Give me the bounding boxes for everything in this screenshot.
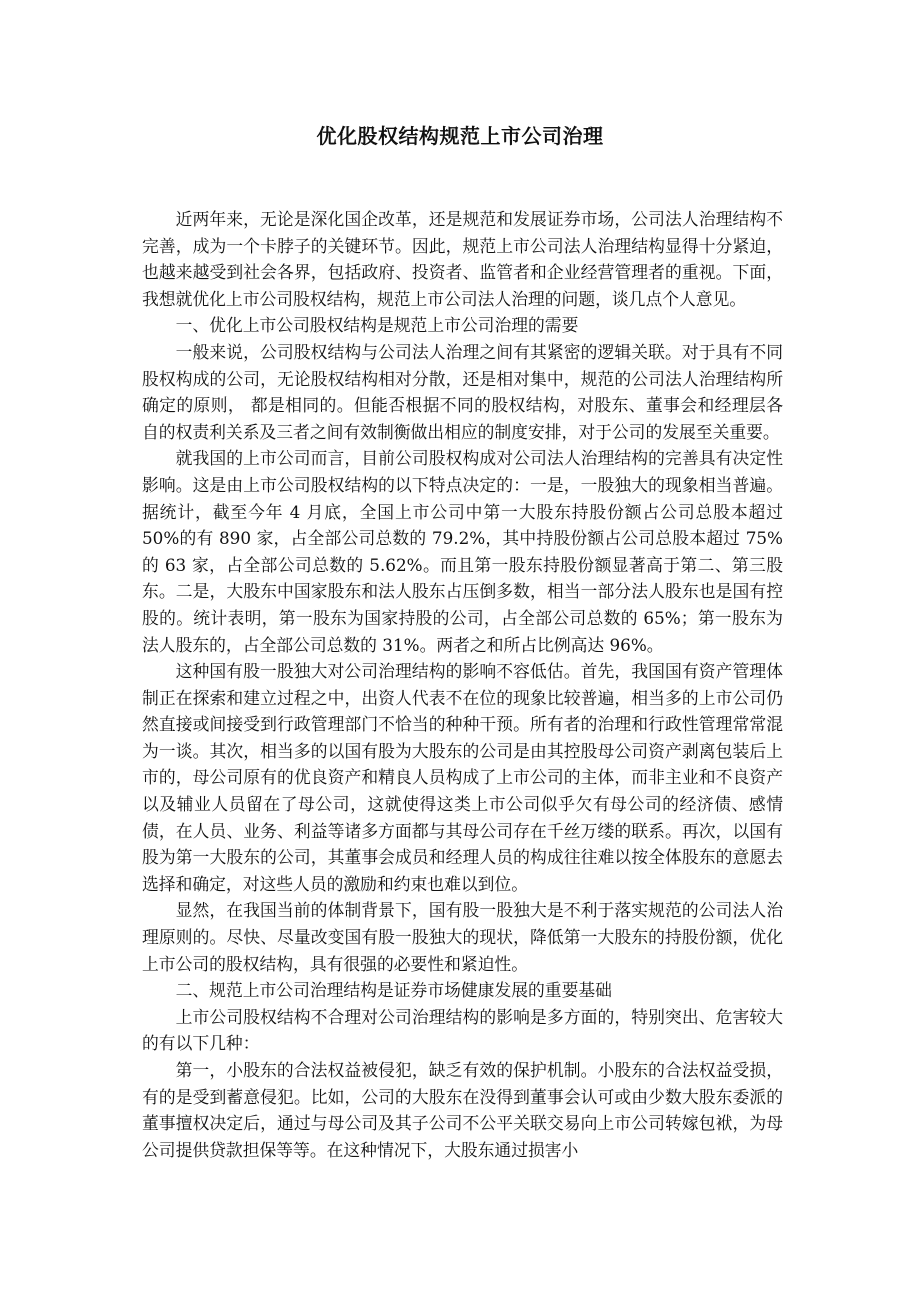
paragraph: 上市公司股权结构不合理对公司治理结构的影响是多方面的，特别突出、危害较大的有以下几种： [142,1006,783,1054]
document-title: 优化股权结构规范上市公司治理 [316,124,604,148]
paragraph: 显然，在我国当前的体制背景下，国有股一股独大是不利于落实规范的公司法人治理原则的。尽快、尽量改变国有股一股独大的现状，降低第一大股东的持股份额，优化上市公司的股权结构，具有很强的必要性和紧迫性。 [142,900,783,974]
paragraph: 第一，小股东的合法权益被侵犯，缺乏有效的保护机制。小股东的合法权益受损，有的是受到蓄意侵犯。比如，公司的大股东在没得到董事会认可或由少数大股东委派的董事擅权决定后，通过与母公司及其子公司不公平关联交易向上市公司转嫁包袱，为母公司提供贷款担保等等。在这种情况下，大股东通过损害小 [142,1060,783,1160]
paragraph: 一般来说，公司股权结构与公司法人治理之间有其紧密的逻辑关联。对于具有不同股权构成的公司，无论股权结构相对分散，还是相对集中，规范的公司法人治理结构所确定的原则， 都是相同的。但能否根据不同的股权结构，对股东、董事会和经理层各自的权责利关系及三者之间有效制衡做出相应的制度安排，对于公司的发展至关重要。 [142,341,783,442]
paragraph: 就我国的上市公司而言，目前公司股权构成对公司法人治理结构的完善具有决定性影响。这是由上市公司股权结构的以下特点决定的：一是，一股独大的现象相当普遍。据统计，截至今年 4 月底，全国上市公司中第一大股东持股份额占公司总股本超过 50%的有 890 家，占全部公司总数的 79.2%，其中持股份额占公司总股本超过 75%的 63 家，占全部公司总数的 5.62%。而且第一股东持股份额显著高于第二、第三股东。二是，大股东中国家股东和法人股东占压倒多数，相当一部分法人股东也是国有控股的。统计表明，第一股东为国家持股的公司，占全部公司总数的 65%；第一股东为法人股东的，占全部公司总数的 31%。两者之和所占比例高达 96%。 [142,448,783,655]
paragraph: 这种国有股一股独大对公司治理结构的影响不容低估。首先，我国国有资产管理体制正在探索和建立过程之中，出资人代表不在位的现象比较普遍，相当多的上市公司仍然直接或间接受到行政管理部门不恰当的种种干预。所有者的治理和行政性管理常常混为一谈。其次，相当多的以国有股为大股东的公司是由其控股母公司资产剥离包装后上市的，母公司原有的优良资产和精良人员构成了上市公司的主体，而非主业和不良资产以及辅业人员留在了母公司，这就使得这类上市公司似乎欠有母公司的经济债、感情债，在人员、业务、利益等诸多方面都与其母公司存在千丝万缕的联系。再次，以国有股为第一大股东的公司，其董事会成员和经理人员的构成往往难以按全体股东的意愿去选择和确定，对这些人员的激励和约束也难以到位。 [142,661,783,894]
section-heading-2: 二、规范上市公司治理结构是证券市场健康发展的重要基础 [175,980,612,1001]
paragraph-intro: 近两年来，无论是深化国企改革，还是规范和发展证券市场，公司法人治理结构不完善，成为一个卡脖子的关键环节。因此，规范上市公司法人治理结构显得十分紧迫，也越来越受到社会各界，包括政府、投资者、监管者和企业经营管理者的重视。下面，我想就优化上市公司股权结构，规范上市公司法人治理的问题，谈几点个人意见。 [142,209,783,309]
document-body [142,206,783,1163]
section-heading-1: 一、优化上市公司股权结构是规范上市公司治理的需要 [175,315,579,336]
